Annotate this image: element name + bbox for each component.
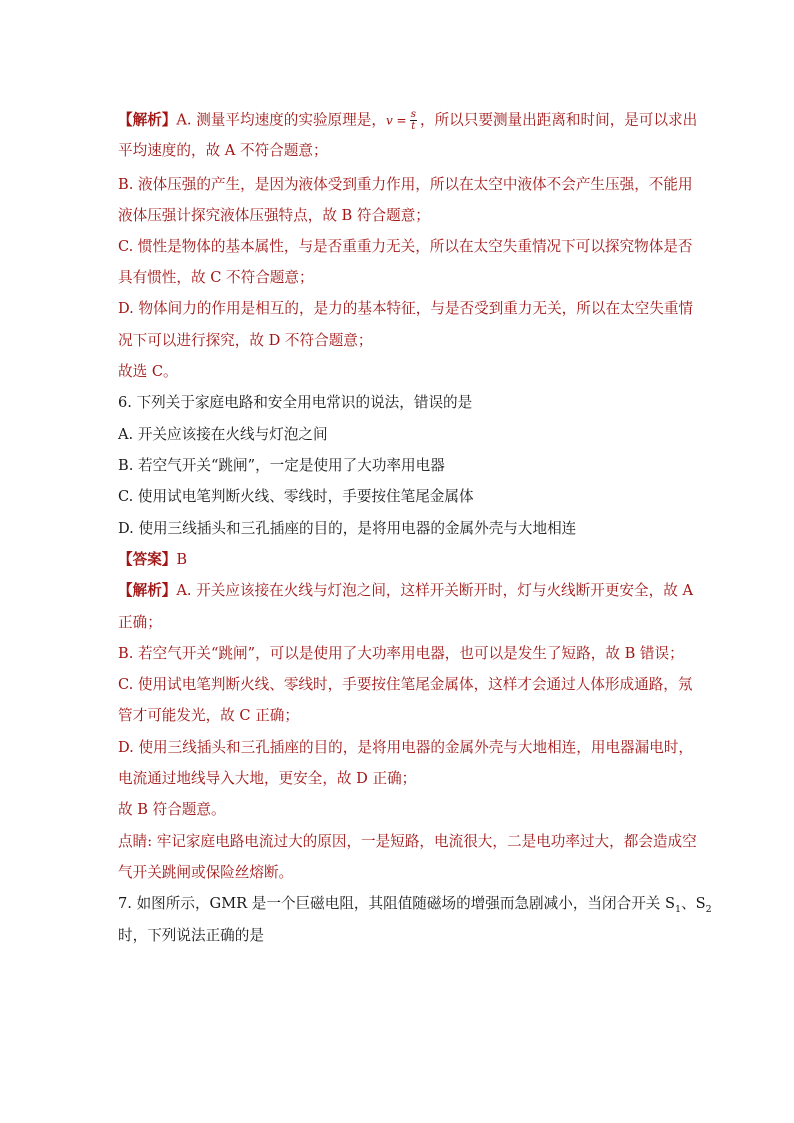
- formula-fraction: [410, 109, 417, 132]
- analysis-tag: 【解析】: [118, 582, 177, 599]
- formula-v: v =: [385, 113, 407, 128]
- question-6-analysis-line-2: 正确；: [118, 614, 162, 631]
- question-6-note-line-2: 气开关跳闸或保险丝熔断。: [118, 864, 294, 881]
- analysis-5-line-5: C. 惯性是物体的基本属性，与是否重重力无关，所以在太空失重情况下可以探究物体是否: [118, 238, 693, 255]
- question-6-analysis-line-5: 管才可能发光，故 C 正确；: [118, 707, 299, 724]
- fraction-numerator: s: [410, 108, 416, 120]
- analysis-5-line-7: D. 物体间力的作用是相互的，是力的基本特征，与是否受到重力无关，所以在太空失重情: [118, 300, 694, 317]
- analysis-5-line-8: 况下可以进行探究，故 D 不符合题意；: [118, 332, 373, 349]
- analysis-text: ，所以只要测量出距离和时间，是可以求出: [419, 111, 698, 129]
- question-7-stem-line-1: [118, 894, 712, 920]
- question-6-stem: 6. 下列关于家庭电路和安全用电常识的说法，错误的是: [118, 394, 473, 411]
- analysis-5-line-9: 故选 C。: [118, 363, 178, 380]
- question-6-option-c: C. 使用试电笔判断火线、零线时，手要按住笔尾金属体: [118, 488, 474, 505]
- analysis-5-line-2: 平均速度的，故 A 不符合题意；: [118, 142, 328, 159]
- question-6-analysis-line-4: C. 使用试电笔判断火线、零线时，手要按住笔尾金属体，这样才会通过人体形成通路，氖: [118, 676, 693, 693]
- analysis-5-line-1: [118, 109, 697, 132]
- question-6-option-b: B. 若空气开关“跳闸”，一定是使用了大功率用电器: [118, 457, 445, 474]
- answer-tag: 【答案】: [118, 551, 177, 568]
- analysis-5-line-3: B. 液体压强的产生，是因为液体受到重力作用，所以在太空中液体不会产生压强，不能用: [118, 176, 693, 193]
- subscript-1: 1: [675, 903, 682, 915]
- analysis-tag: 【解析】: [118, 111, 177, 129]
- question-6-answer: [118, 550, 187, 570]
- analysis-text: A. 开关应该接在火线与灯泡之间，这样开关断开时，灯与火线断开更安全，故 A: [176, 582, 693, 599]
- answer-value: B: [176, 551, 188, 568]
- question-6-analysis-line-1: [118, 581, 693, 601]
- question-7-text: 、S: [681, 895, 706, 912]
- analysis-text: A. 测量平均速度的实验原理是，: [176, 111, 386, 129]
- question-7-text: 7. 如图所示，GMR 是一个巨磁电阻，其阻值随磁场的增强而急剧减小，当闭合开关 S: [118, 895, 676, 912]
- question-7-stem-line-2: 时，下列说法正确的是: [118, 927, 264, 944]
- question-6-option-a: A. 开关应该接在火线与灯泡之间: [118, 426, 328, 443]
- question-6-analysis-line-6: D. 使用三线插头和三孔插座的目的，是将用电器的金属外壳与大地相连，用电器漏电时，: [118, 739, 694, 756]
- question-6-analysis-line-7: 电流通过地线导入大地，更安全，故 D 正确；: [118, 770, 417, 787]
- question-6-analysis-line-8: 故 B 符合题意。: [118, 801, 226, 818]
- analysis-5-line-4: 液体压强计探究液体压强特点，故 B 符合题意；: [118, 207, 430, 224]
- fraction-denominator: t: [411, 120, 416, 132]
- question-6-analysis-line-3: B. 若空气开关“跳闸”，可以是使用了大功率用电器，也可以是发生了短路，故 B 错误；: [118, 645, 684, 662]
- question-6-note-line-1: 点睛: 牢记家庭电路电流过大的原因，一是短路，电流很大，二是电功率过大，都会造成空: [118, 833, 697, 850]
- subscript-2: 2: [705, 903, 712, 915]
- analysis-5-line-6: 具有惯性，故 C 不符合题意；: [118, 269, 314, 286]
- question-6-option-d: D. 使用三线插头和三孔插座的目的，是将用电器的金属外壳与大地相连: [118, 520, 577, 537]
